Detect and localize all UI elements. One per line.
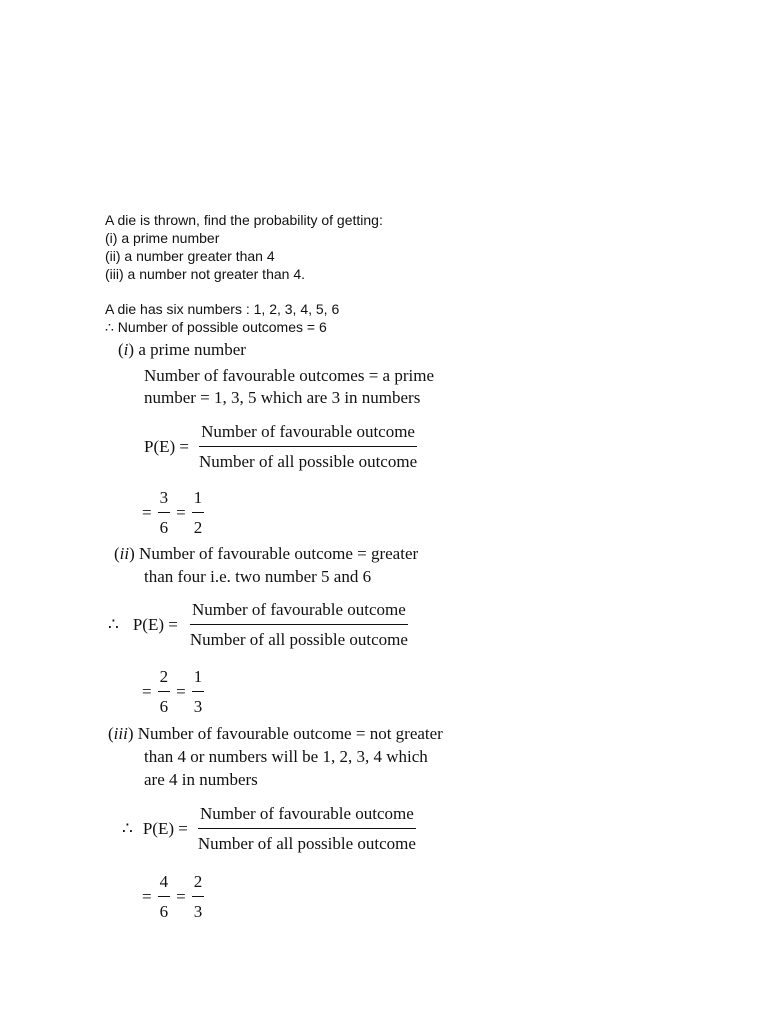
part-i-pe: P(E) = [144, 437, 189, 456]
part-iii-result-den-2: 3 [193, 902, 203, 921]
part-ii-eq: = [142, 682, 152, 701]
part-iii-result-num-1: 4 [158, 870, 171, 897]
question-intro: A die is thrown, find the probability of getting: [105, 212, 383, 228]
part-i-eq: = [142, 503, 152, 522]
part-i-result [142, 486, 210, 539]
part-ii-line-2: than four i.e. two number 5 and 6 [144, 567, 372, 586]
part-iii-label: iii [113, 724, 128, 743]
part-iii-eq: = [142, 887, 152, 906]
part-i-frac-denominator: Number of all possible outcome [199, 452, 418, 471]
part-iii-result-frac-1 [158, 870, 171, 923]
part-i-eq-2: = [176, 503, 186, 522]
part-i-line-1: Number of favourable outcomes = a prime [144, 366, 434, 385]
part-i-fraction [197, 420, 419, 473]
part-iii-result [142, 870, 210, 923]
part-i-result-den-2: 2 [193, 518, 203, 537]
part-ii-result-den-2: 3 [193, 697, 203, 716]
part-iii-line-2: than 4 or numbers will be 1, 2, 3, 4 which [144, 747, 428, 766]
part-ii-result-num-2: 1 [192, 665, 205, 692]
part-ii-formula [108, 598, 410, 651]
part-ii-result-num-1: 2 [158, 665, 171, 692]
part-i-line-2: number = 1, 3, 5 which are 3 in numbers [144, 388, 421, 407]
part-ii-line-1-row: (ii) Number of favourable outcome = greater [114, 544, 419, 563]
part-ii-therefore: ∴ [108, 615, 119, 634]
part-i-result-frac-2 [192, 486, 205, 539]
part-iii-frac-numerator: Number of favourable outcome [198, 802, 416, 829]
answer-intro-line-2: ∴ Number of possible outcomes = 6 [105, 319, 327, 335]
question-item-3: (iii) a number not greater than 4. [105, 266, 305, 282]
part-iii-therefore: ∴ [122, 819, 133, 838]
part-iii-line-1: Number of favourable outcome = not greater [137, 724, 443, 743]
part-iii-fraction [196, 802, 418, 855]
part-ii-result-frac-1 [158, 665, 171, 718]
part-i-title: a prime number [138, 340, 246, 359]
part-i-formula [144, 420, 419, 473]
answer-intro-line-1: A die has six numbers : 1, 2, 3, 4, 5, 6 [105, 301, 340, 317]
part-iii-result-frac-2 [192, 870, 205, 923]
question-item-1: (i) a prime number [105, 230, 220, 246]
part-ii-result-den-1: 6 [159, 697, 169, 716]
part-ii-frac-denominator: Number of all possible outcome [189, 630, 408, 649]
answer-intro [105, 300, 339, 336]
part-ii-line-1: Number of favourable outcome = greater [139, 544, 419, 563]
part-ii-result [142, 665, 210, 718]
part-i-result-den-1: 6 [159, 518, 169, 537]
part-i-label: i [123, 340, 129, 359]
part-i-result-num-2: 1 [192, 486, 205, 513]
question-block [105, 211, 383, 283]
part-ii-frac-numerator: Number of favourable outcome [190, 598, 408, 625]
part-iii-frac-denominator: Number of all possible outcome [197, 834, 416, 853]
part-ii-result-frac-2 [192, 665, 205, 718]
part-ii-label: ii [119, 544, 130, 563]
part-iii-formula [122, 802, 418, 855]
part-ii-fraction [188, 598, 410, 651]
part-i-result-frac-1 [158, 486, 171, 539]
part-iii-pe: P(E) = [142, 819, 188, 838]
part-ii-pe: P(E) = [132, 615, 178, 634]
part-iii-result-num-2: 2 [192, 870, 205, 897]
part-i-frac-numerator: Number of favourable outcome [199, 420, 417, 447]
question-item-2: (ii) a number greater than 4 [105, 248, 275, 264]
part-iii-result-den-1: 6 [159, 902, 169, 921]
part-ii-eq-2: = [176, 682, 186, 701]
part-iii-eq-2: = [176, 887, 186, 906]
part-iii-line-1-row: (iii) Number of favourable outcome = not greater [108, 724, 443, 743]
part-i-result-num-1: 3 [158, 486, 171, 513]
part-iii-line-3: are 4 in numbers [144, 770, 258, 789]
part-i-heading: (i) a prime number [118, 340, 246, 359]
